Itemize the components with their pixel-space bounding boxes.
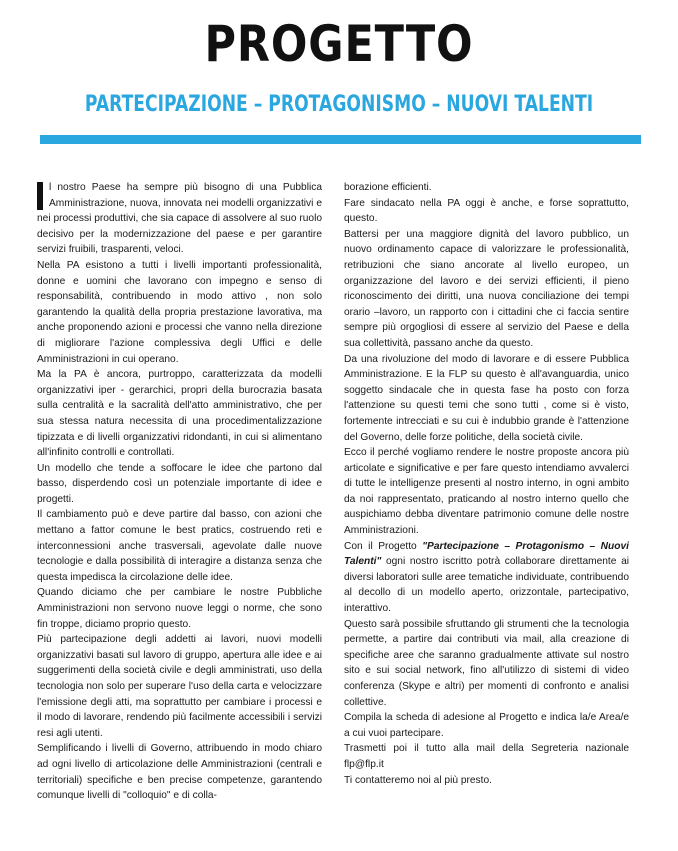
paragraph-text: ogni nostro iscritto potrà collaborare direttamente ai diversi laboratori sulle aree tematiche individuate, contribuendo al decollo di un modello aperto, orizzontale, partecipativo, interattivo. [344,556,629,615]
paragraph: Da una rivoluzione del modo di lavorare e di essere Pubblica Amministrazione. E la FLP su questo è all'avanguardia, unico soggetto sindacale che in questa fase ha posto con forza l'attenzione su questi temi che sono tutti , come si è visto, fortemente intrecciati e su cui è indubbio grande è l'attenzione del Governo, delle forze politiche, della società civile. [344,353,629,443]
paragraph: borazione efficienti. [344,182,432,193]
page-subtitle: PARTECIPAZIONE – PROTAGONISMO – NUOVI TALENTI [84,92,594,117]
paragraph: Trasmetti poi il tutto alla mail della Segreteria nazionale flp@flp.it [344,743,629,770]
paragraph: Ti contatteremo noi al più presto. [344,774,492,786]
paragraph: Ma la PA è ancora, purtroppo, caratterizzata da modelli organizzativi iper - gerarchici, propri della burocrazia basata sulla centralità e la sacralità dell'atto amministrativo, che per sua stessa natura necessita di una procedimentalizzazione tipizzata e di livelli organizzativi ridondanti, in cui si alimentano all'infinito controlli e controllati. [37,369,322,459]
paragraph: Il cambiamento può e deve partire dal basso, con azioni che mettano a fattor comune le best pratics, costruendo reti e interconnessioni anche trasversali, agevolate dalle nuove tecnologie e dalla possibilità di interagire a distanza senza che questa impedisca la circolazione delle idee. [37,509,322,583]
paragraph: Più partecipazione degli addetti ai lavori, nuovi modelli organizzativi basati sul lavoro di gruppo, apertura alle idee e ai suggerimenti della società civile e degli amministrati, uso della tecnologia non solo per superare l'uso della carta e velocizzare l'emissione degli atti, ma soprattutto per cambiare i processi e il modo di lavorare, rendendo più facilmente accessibili i servizi resi agli utenti. [37,634,322,739]
paragraph: Compila la scheda di adesione al Progetto e indica la/e Area/e a cui vuoi partecipare. [344,712,629,739]
paragraph [344,539,629,617]
page-title: PROGETTO [204,15,474,73]
right-column [344,180,629,788]
paragraph: Semplificando i livelli di Governo, attribuendo in modo chiaro ad ogni livello di articolazione delle Amministrazioni (centrali e territoriali) specifiche e ben precise competenze, garantendo comunque livelli di "colloquio" e di colla- [37,743,322,802]
paragraph: Fare sindacato nella PA oggi è anche, e forse soprattutto, questo. [344,197,629,225]
paragraph-text: l nostro Paese ha sempre più bisogno di una Pubblica Amministrazione, nuova, innovata nei modelli organizzativi e nei processi produttivi, che sia capace di assolvere al suo ruolo decisivo per la modernizzazione del paese e per garantire servizi fruibili, trasparenti, veloci. [37,182,322,256]
project-name: "Partecipazione – Protagonismo – Nuovi Talenti" [344,540,629,568]
drop-cap [37,182,43,210]
paragraph: Ecco il perché vogliamo rendere le nostre proposte ancora più articolate e significative e per fare questo intendiamo avvalerci di tutte le intelligenze presenti al nostro interno, in ogni ambito da noi rappresentato, praticando al nostro interno quello che auspichiamo debba diventare patrimonio comune delle nostre Amministrazioni. [344,447,629,537]
paragraph: Nella PA esistono a tutti i livelli importanti professionalità, donne e uomini che lavorano con impegno e senso di responsabilità, contribuendo in modo attivo , non solo garantendo la qualità della propria prestazione lavorativa, ma anche proponendo azioni e processi che vanno nella direzione di migliorare l'azione complessiva degli Uffici e delle Amministrazioni in cui operano. [37,259,322,365]
paragraph: Un modello che tende a soffocare le idee che partono dal basso, disperdendo così un potenziale importante di idee e progetti. [37,462,322,505]
paragraph [37,180,322,258]
paragraph: Quando diciamo che per cambiare le nostre Pubbliche Amministrazioni non servono nuove leggi o norme, che sono fin troppe, diciamo proprio questo. [37,587,322,630]
paragraph: Questo sarà possibile sfruttando gli strumenti che la tecnologia permette, a partire dai contributi via mail, alla creazione di specifiche aree che saranno gradualmente attivate sul nostro sito e sui social network, fino all'utilizzo di sistemi di video conferenza (Skype e altri) per momenti di confronto e analisi collettive. [344,618,629,708]
paragraph: Battersi per una maggiore dignità del lavoro pubblico, un nuovo ordinamento capace di valorizzare le professionalità, retribuzioni che siano ancorate al livello europeo, un organizzazione del lavoro e dei servizi efficienti, il pieno riconoscimento dei diritti, una nuova conciliazione dei tempi orario –lavoro, un rapporto con i cittadini che ci faccia sentire sempre più orgogliosi di essere al servizio del Paese e della sua collettività, passano anche da questo. [344,228,629,349]
paragraph-text: Con il Progetto [344,540,423,552]
left-column [37,180,322,804]
header-divider [40,135,641,144]
